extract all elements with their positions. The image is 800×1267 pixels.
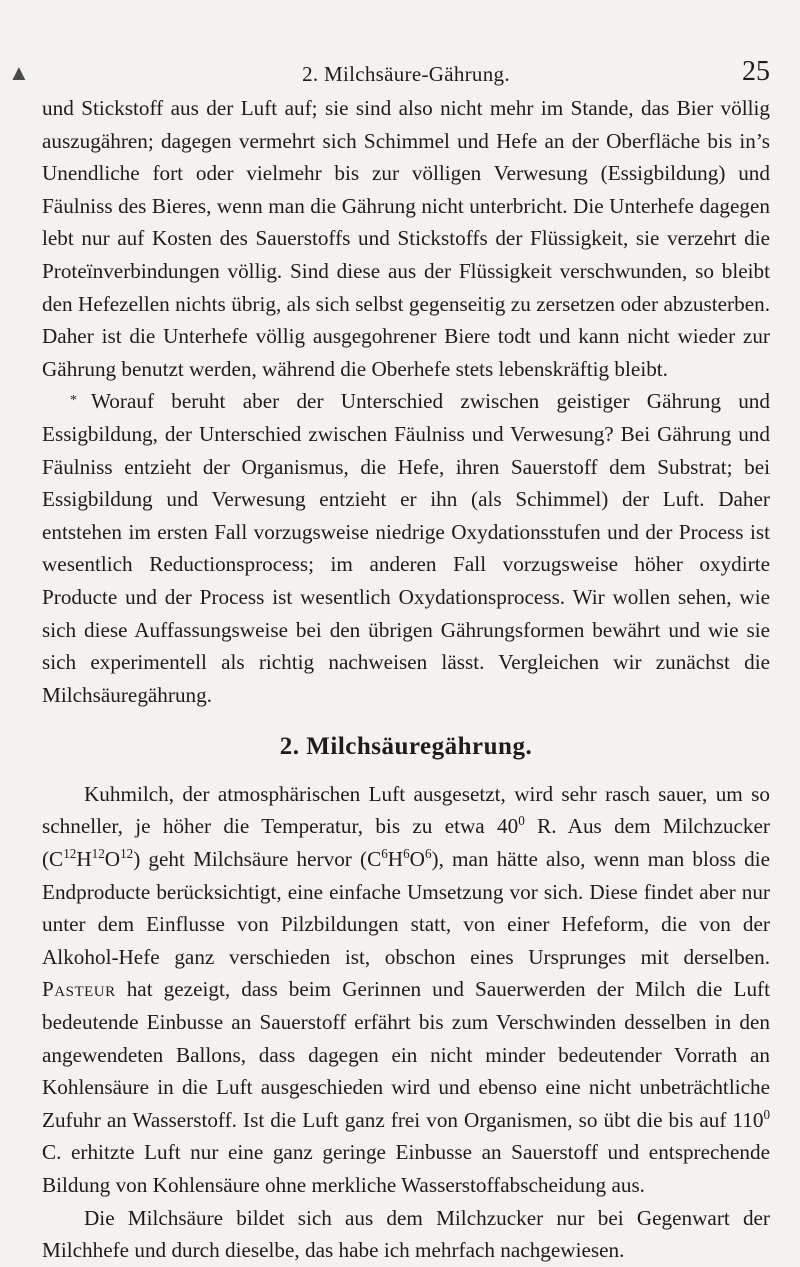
paragraph-2 [42, 385, 770, 711]
text-run: R. Aus dem Milchzucker (C [42, 814, 770, 872]
paragraph-1: und Stickstoff aus der Luft auf; sie sind also nicht mehr im Stande, das Bier völlig auszugähren; dagegen vermehrt sich Schimmel und Hefe an der Oberfläche bis in’s Unendliche fort oder vielmehr bis zur völligen Verwesung (Essigbildung) und Fäulniss des Bieres, wenn man die Gährung nicht unterbricht. Die Unterhefe dagegen lebt nur auf Kosten des Sauerstoffs und Stickstoffs der Flüssigkeit, sie verzehrt die Proteïnverbindungen völlig. Sind diese aus der Flüssigkeit verschwunden, so bleibt den Hefezellen nichts übrig, als sich selbst gegenseitig zu zersetzen oder abzusterben. Daher ist die Unterhefe völlig ausgegohrener Biere todt und kann nicht wieder zur Gährung benutzt werden, während die Oberhefe stets lebenskräftig bleibt. [42, 96, 770, 381]
degree-sign: 0 [763, 1106, 770, 1122]
paragraph-2-text: Worauf beruht aber der Unterschied zwischen geistiger Gährung und Essigbildung, der Unterschied zwischen Fäulniss und Verwesung? Bei Gährung und Fäulniss entzieht der Organismus, die Hefe, ihren Sauerstoff dem Substrat; bei Essigbildung und Verwesung entzieht er ihn (als Schimmel) der Luft. Daher entstehen im ersten Fall vorzugsweise niedrige Oxydationsstufen und der Process ist wesentlich Reductionsprocess; im anderen Fall vorzugsweise höher oxydirte Producte und der Process ist wesentlich Oxydationsprocess. Wir wollen sehen, wie sich diese Auffassungsweise bei den übrigen Gährungsformen bewährt und wie sie sich experimentell als richtig nachweisen lässt. Vergleichen wir zunächst die Milchsäuregährung. [42, 389, 770, 707]
subscript: 12 [91, 846, 105, 861]
subscript: 12 [120, 846, 134, 861]
text-run: H [76, 847, 92, 872]
subscript: 6 [381, 846, 388, 861]
body-text [42, 92, 770, 1267]
text-run: hat gezeigt, dass beim Gerinnen und Sauerwerden der Milch die Luft bedeutende Einbusse an Sauerstoff erfährt bis zum Verschwinden desselben in den angewendeten Ballons, dass dagegen ein nicht minder bedeutender Vorrath an Kohlensäure in die Luft ausgeschieden wird und ebenso eine nicht unbeträchtliche Zufuhr an Wasserstoff. Ist die Luft ganz frei von Organismen, so übt die bis auf 110 [42, 977, 770, 1132]
text-run: O [409, 847, 425, 872]
degree-sign: 0 [518, 813, 525, 829]
page-number: 25 [742, 56, 770, 87]
subscript: 6 [403, 846, 410, 861]
footnote-star: * [70, 393, 77, 409]
subscript: 6 [424, 846, 432, 861]
section-heading: 2. Milchsäuregährung. [279, 733, 533, 761]
text-run: ), man hätte also, wenn man bloss die Endproducte berücksichtigt, eine einfache Umsetzung vor sich. Diese findet aber nur unter dem Einflusse von Pilzbildungen statt, von einer Hefeform, die von der Alkohol-Hefe ganz verschieden ist, obschon eines Ursprunges mit derselben. [42, 847, 770, 969]
text-run: C. erhitzte Luft nur eine ganz geringe Einbusse an Sauerstoff und entsprechende Bildung von Kohlensäure ohne merkliche Wasserstoffabscheidung aus. [42, 1140, 770, 1197]
book-page [8, 56, 770, 1267]
text-run: ) geht Milchsäure hervor (C [133, 847, 382, 872]
text-run: O [104, 847, 121, 872]
margin-mark: ▲ [8, 60, 30, 85]
paragraph-4: Die Milchsäure bildet sich aus dem Milchzucker nur bei Gegenwart der Milchhefe und durch dieselbe, das habe ich mehrfach nachgewiesen. [42, 1205, 770, 1263]
author-name: Pasteur [42, 977, 116, 1002]
subscript: 12 [63, 846, 77, 861]
chapter-title: 2. Milchsäure-Gährung. [302, 62, 510, 86]
paragraph-3 [42, 778, 770, 1202]
text-run: H [387, 847, 404, 872]
running-head [8, 56, 770, 90]
text-run: Kuhmilch, der atmosphärischen Luft ausgesetzt, wird sehr rasch sauer, um so schneller, je höher die Temperatur, bis zu etwa 40 [42, 781, 770, 839]
